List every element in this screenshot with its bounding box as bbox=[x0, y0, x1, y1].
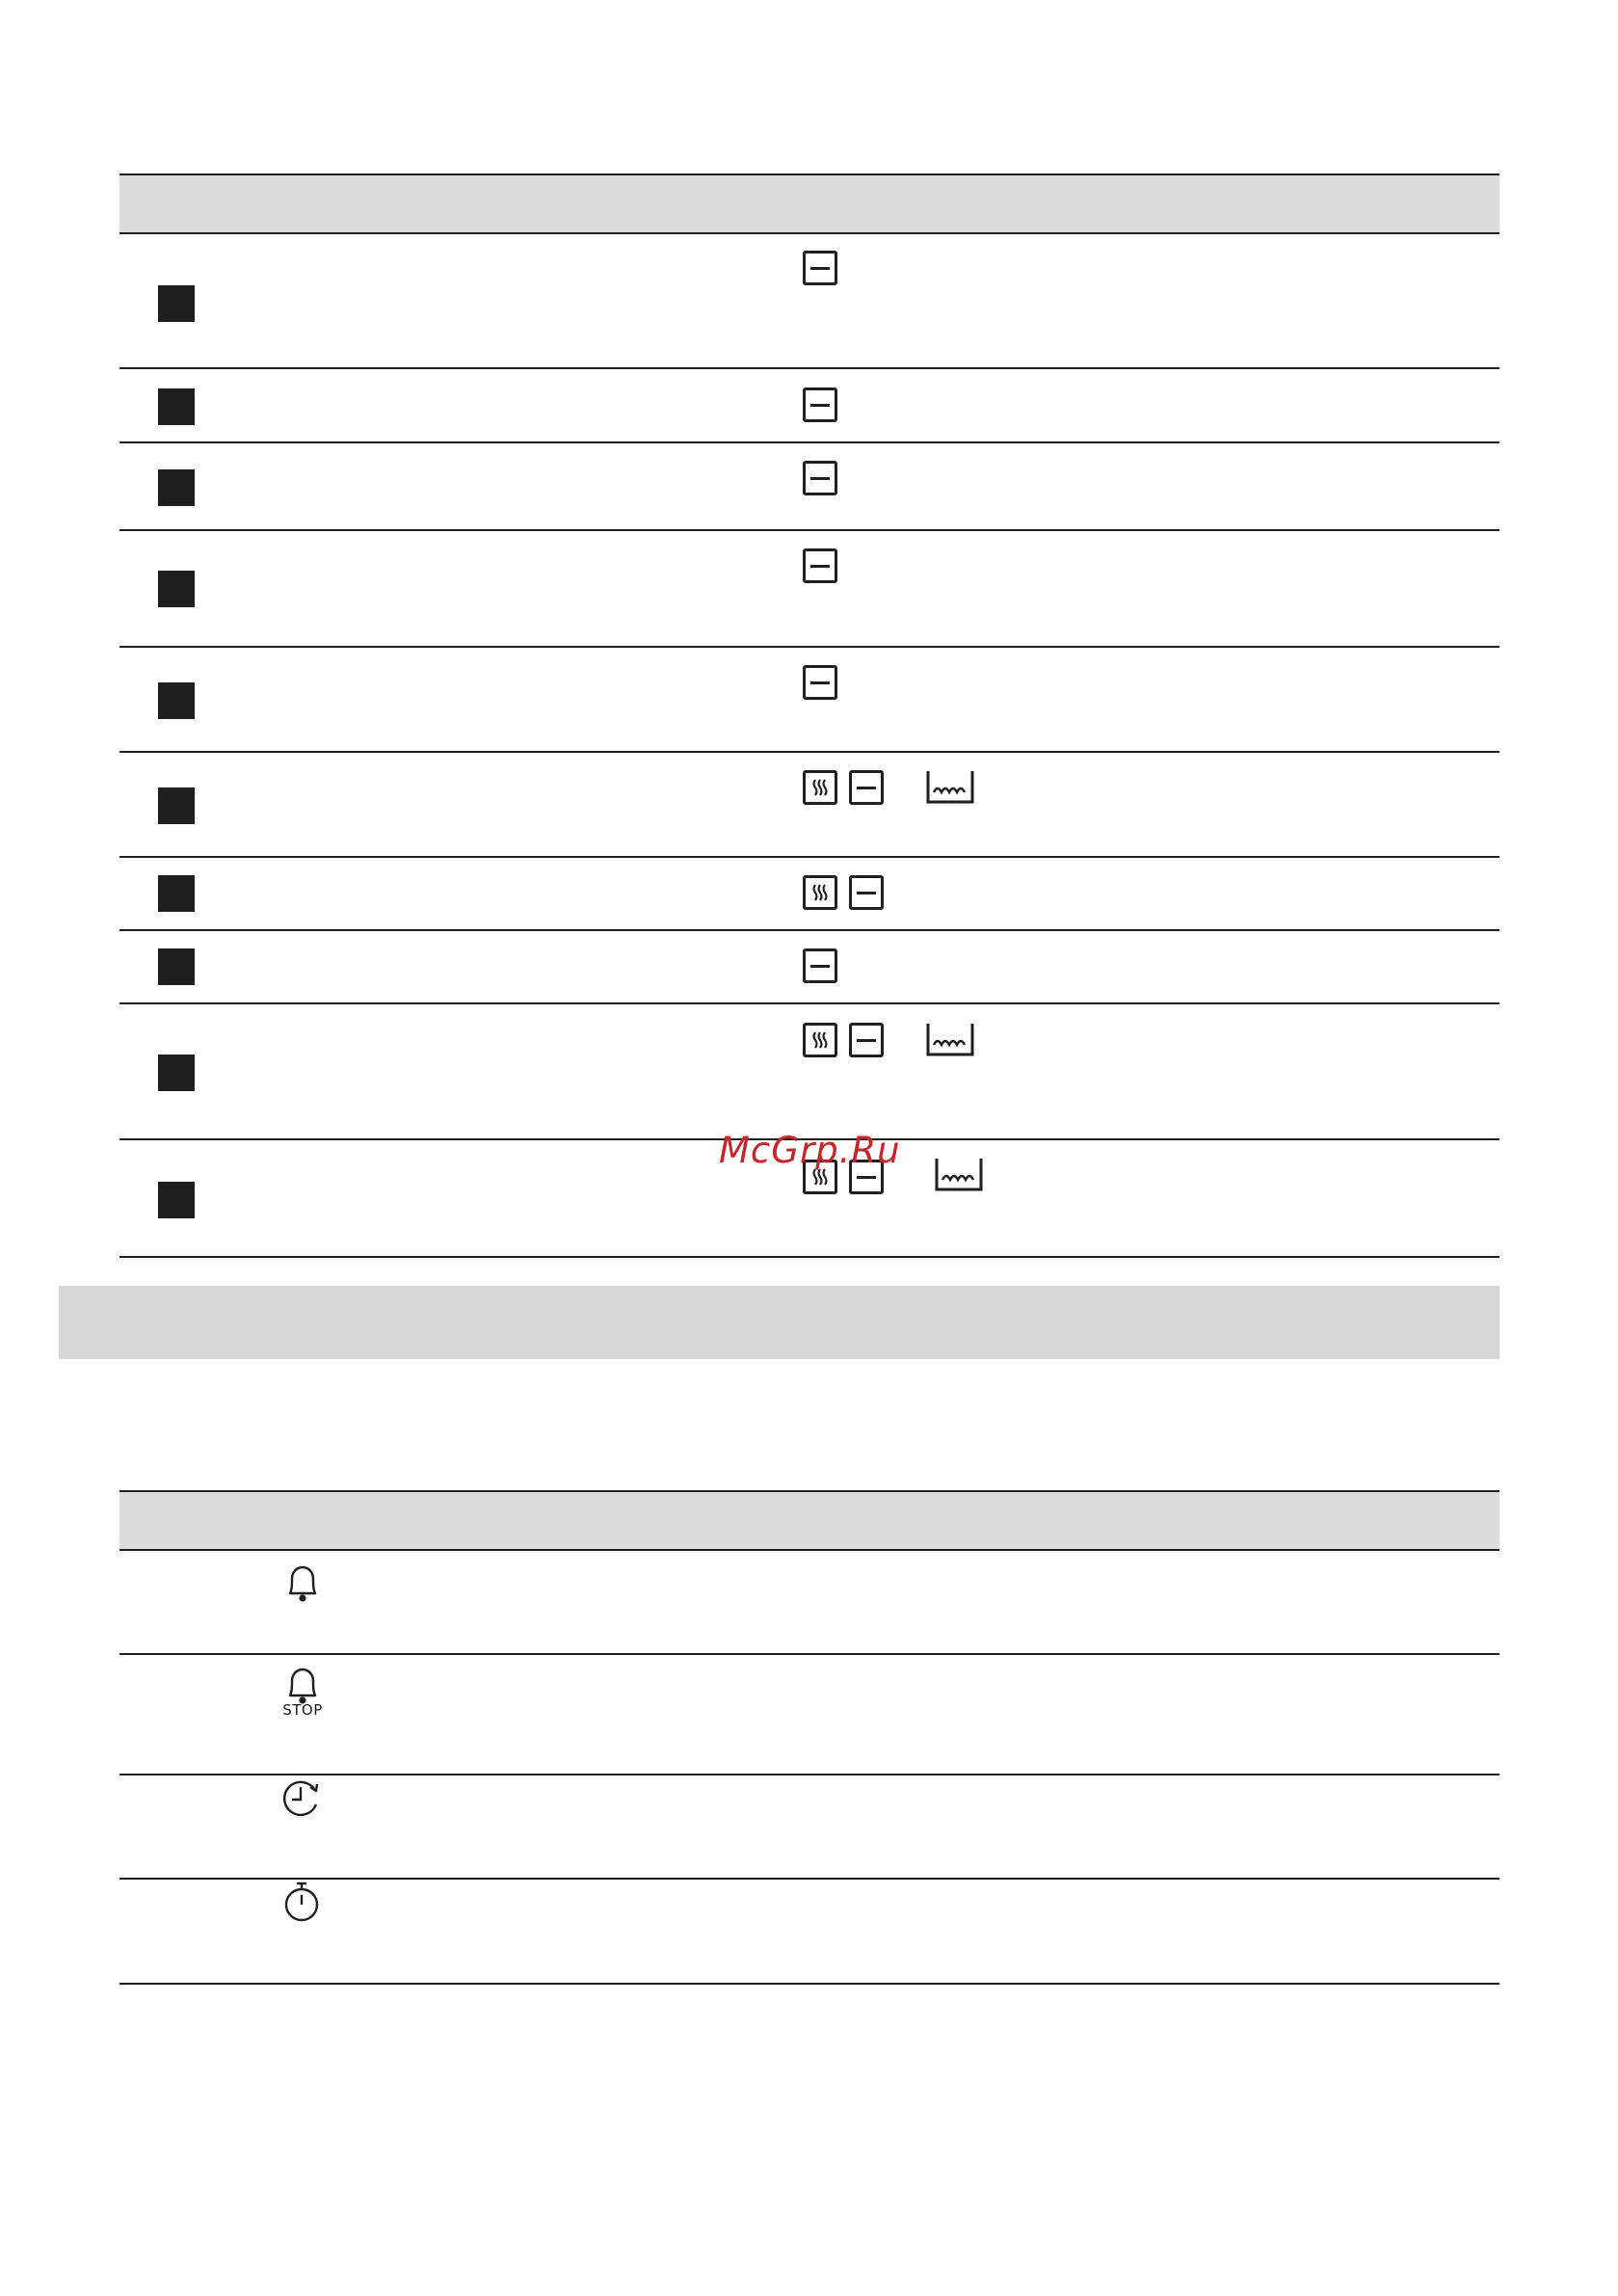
bottom-heat-icon bbox=[803, 665, 837, 700]
table-rule bbox=[119, 174, 1499, 175]
table-rule bbox=[119, 232, 1499, 234]
table-rule bbox=[119, 1549, 1499, 1551]
bottom-heat-icon bbox=[803, 548, 837, 583]
table-rule bbox=[119, 367, 1499, 369]
table-rule bbox=[119, 929, 1499, 931]
table-rule bbox=[119, 751, 1499, 753]
clock-table-header bbox=[119, 1491, 1499, 1549]
table-rule bbox=[119, 529, 1499, 531]
row-number-box bbox=[158, 682, 195, 719]
section-heading-band bbox=[59, 1286, 1499, 1359]
row-number-box bbox=[158, 948, 195, 985]
row-number-box bbox=[158, 571, 195, 607]
bottom-heat-icon bbox=[803, 387, 837, 422]
water-tray-icon bbox=[925, 1022, 975, 1058]
row-number-box bbox=[158, 285, 195, 322]
row-number-box bbox=[158, 388, 195, 425]
row-number-box bbox=[158, 875, 195, 912]
bottom-heat-icon bbox=[803, 251, 837, 285]
table-rule bbox=[119, 1878, 1499, 1880]
stopwatch-icon bbox=[279, 1878, 324, 1926]
bottom-heat-icon bbox=[849, 770, 884, 805]
bell-icon bbox=[281, 1562, 324, 1606]
delayed-start-icon bbox=[279, 1775, 328, 1820]
water-tray-icon bbox=[925, 769, 975, 806]
table-rule bbox=[119, 1256, 1499, 1258]
functions-table-header bbox=[119, 174, 1499, 232]
bottom-heat-icon bbox=[849, 875, 884, 910]
table-rule bbox=[119, 646, 1499, 648]
bottom-heat-icon bbox=[849, 1023, 884, 1057]
steam-icon bbox=[803, 1023, 837, 1057]
bell-stop-icon bbox=[281, 1664, 324, 1706]
table-rule bbox=[119, 1002, 1499, 1004]
row-number-box bbox=[158, 1055, 195, 1091]
table-rule bbox=[119, 856, 1499, 858]
table-rule bbox=[119, 1490, 1499, 1492]
watermark: McGrp.Ru bbox=[719, 1130, 901, 1171]
table-rule bbox=[119, 441, 1499, 443]
table-rule bbox=[119, 1983, 1499, 1985]
bottom-heat-icon bbox=[803, 948, 837, 983]
table-rule bbox=[119, 1653, 1499, 1655]
water-tray-icon bbox=[934, 1157, 984, 1193]
row-number-box bbox=[158, 788, 195, 824]
steam-icon bbox=[803, 875, 837, 910]
row-number-box bbox=[158, 469, 195, 506]
row-number-box bbox=[158, 1182, 195, 1218]
steam-icon bbox=[803, 770, 837, 805]
stop-label: STOP bbox=[282, 1701, 323, 1719]
bottom-heat-icon bbox=[803, 461, 837, 495]
